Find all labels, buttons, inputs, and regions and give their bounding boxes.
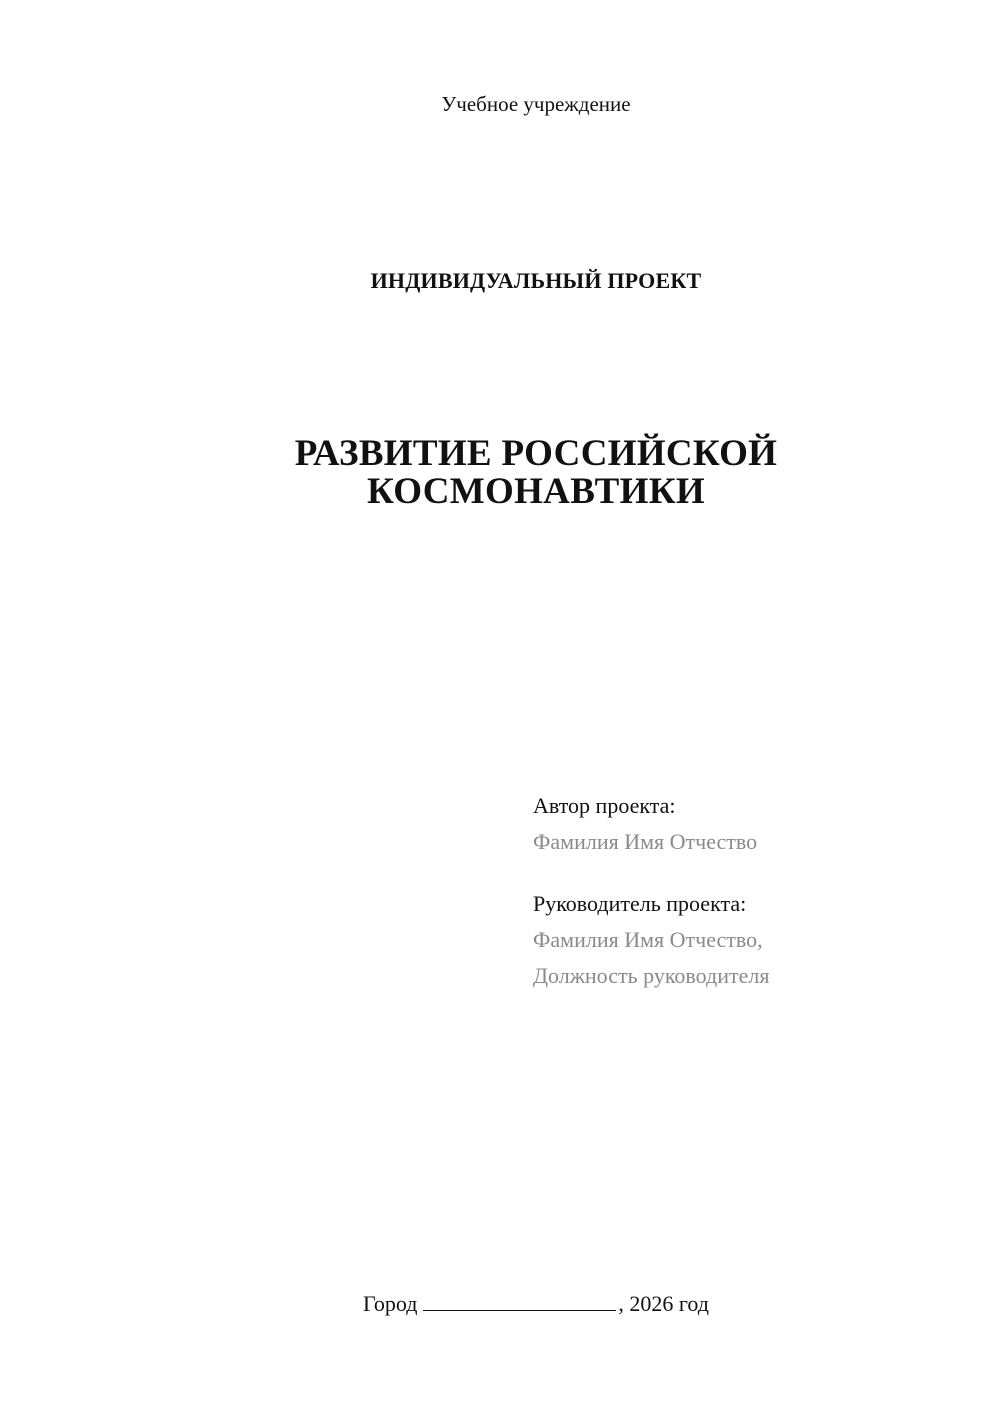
document-title — [0, 435, 1000, 511]
supervisor-position: Должность руководителя — [533, 963, 770, 988]
signature-spacer — [533, 860, 769, 886]
signature-block — [533, 788, 769, 994]
document-type: ИНДИВИДУАЛЬНЫЙ ПРОЕКТ — [370, 268, 702, 293]
author-label: Автор проекта: — [533, 793, 676, 818]
supervisor-name: Фамилия Имя Отчество, — [533, 927, 763, 952]
supervisor-label: Руководитель проекта: — [533, 891, 747, 916]
author-name: Фамилия Имя Отчество — [533, 829, 758, 854]
institution-name: Учебное учреждение — [441, 92, 631, 116]
title-line-1: РАЗВИТИЕ РОССИЙСКОЙ — [294, 433, 778, 474]
title-line-2: КОСМОНАВТИКИ — [367, 471, 705, 512]
city-blank-line — [423, 1292, 616, 1311]
footer-city-year — [0, 1291, 1000, 1317]
year-text: , 2026 год — [618, 1291, 709, 1316]
city-label: Город — [363, 1291, 418, 1316]
